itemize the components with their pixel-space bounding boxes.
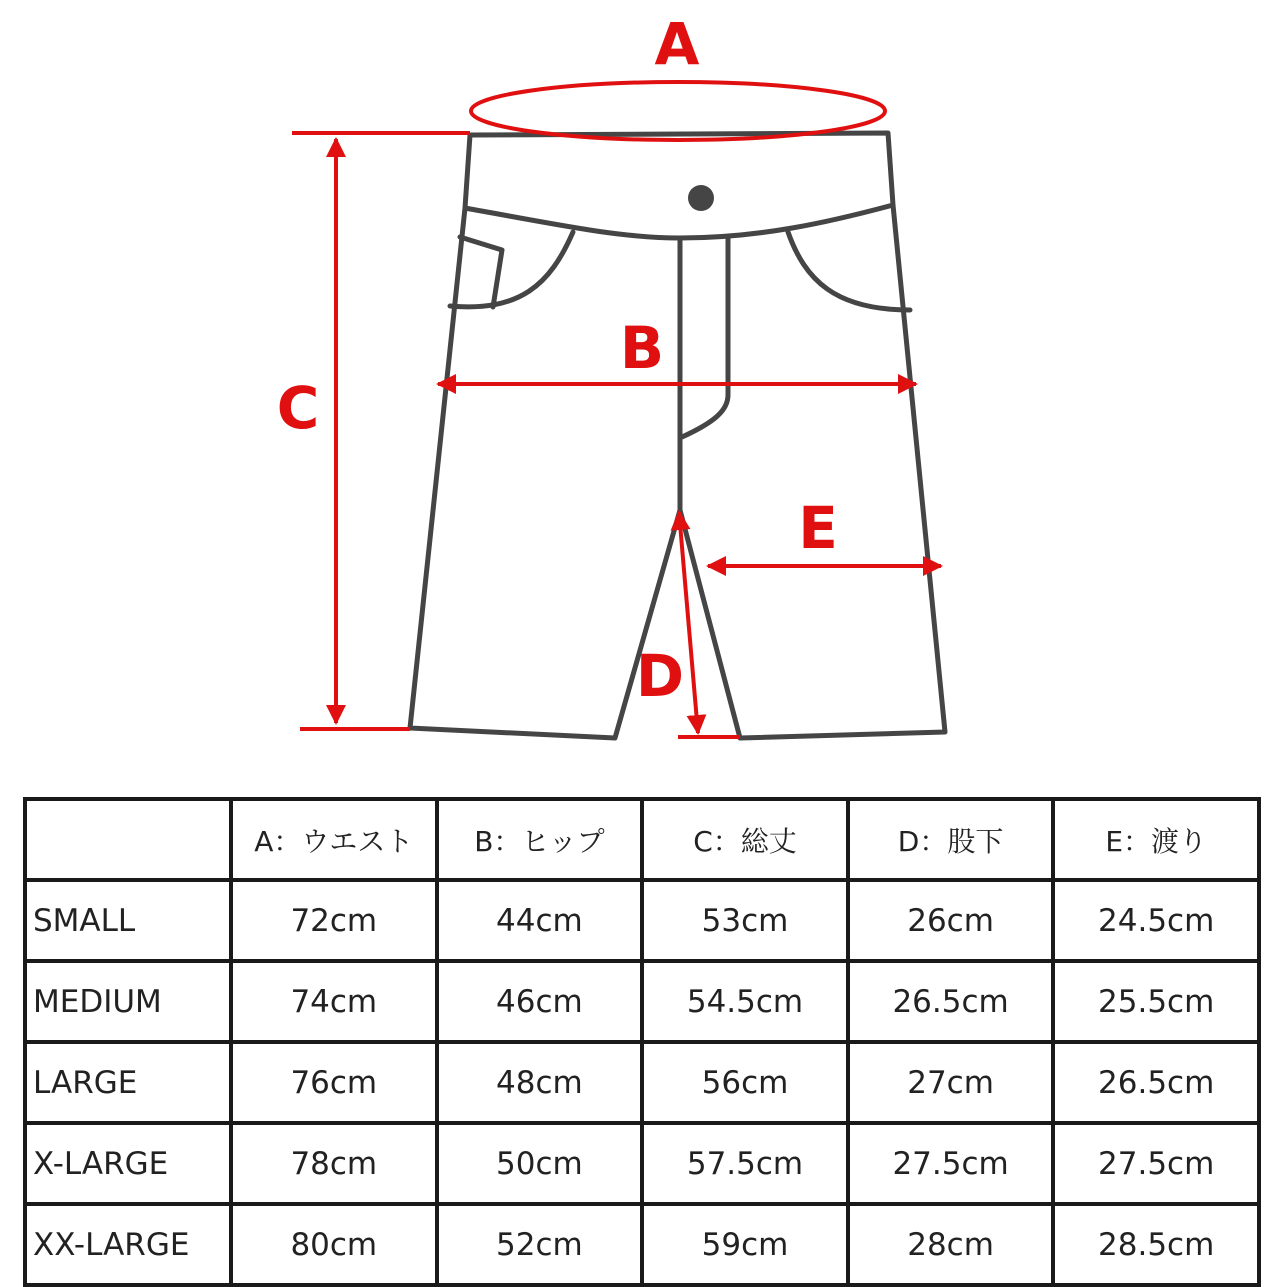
table-cell: 25.5cm [1053,961,1259,1042]
table-cell: 50cm [437,1123,643,1204]
table-cell: 54.5cm [642,961,848,1042]
table-cell: 76cm [231,1042,437,1123]
size-label: X-LARGE [25,1123,231,1204]
table-cell: 53cm [642,880,848,961]
table-row [25,880,1259,961]
size-label: XX-LARGE [25,1204,231,1285]
table-cell: 27cm [848,1042,1054,1123]
header-cell-waist: A：ウエスト [231,799,437,880]
table-cell: 48cm [437,1042,643,1123]
label-d: D [635,642,685,711]
table-cell: 46cm [437,961,643,1042]
header-cell-thigh: E：渡り [1053,799,1259,880]
table-cell: 74cm [231,961,437,1042]
table-cell: 24.5cm [1053,880,1259,961]
table-row [25,961,1259,1042]
table-row [25,1042,1259,1123]
table-cell: 80cm [231,1204,437,1285]
label-b: B [619,314,665,383]
table-cell: 28.5cm [1053,1204,1259,1285]
size-chart-table [23,797,1261,1287]
table-cell: 78cm [231,1123,437,1204]
table-cell: 26.5cm [1053,1042,1259,1123]
table-cell: 52cm [437,1204,643,1285]
label-e: E [798,494,838,563]
label-a: A [654,10,700,79]
table-cell: 26cm [848,880,1054,961]
table-cell: 59cm [642,1204,848,1285]
table-cell: 28cm [848,1204,1054,1285]
header-row [25,799,1259,880]
button-icon [688,185,714,211]
size-label: MEDIUM [25,961,231,1042]
table-cell: 57.5cm [642,1123,848,1204]
table-cell: 72cm [231,880,437,961]
table-cell: 26.5cm [848,961,1054,1042]
size-label: SMALL [25,880,231,961]
header-cell-hip: B：ヒップ [437,799,643,880]
header-cell-length: C：総丈 [642,799,848,880]
waist-ellipse [471,82,885,140]
table-row [25,1204,1259,1285]
size-label: LARGE [25,1042,231,1123]
table-cell: 27.5cm [848,1123,1054,1204]
table-cell: 56cm [642,1042,848,1123]
header-cell-blank [25,799,231,880]
table-row [25,1123,1259,1204]
table-cell: 44cm [437,880,643,961]
header-cell-inseam: D：股下 [848,799,1054,880]
label-c: C [276,374,320,443]
table-cell: 27.5cm [1053,1123,1259,1204]
